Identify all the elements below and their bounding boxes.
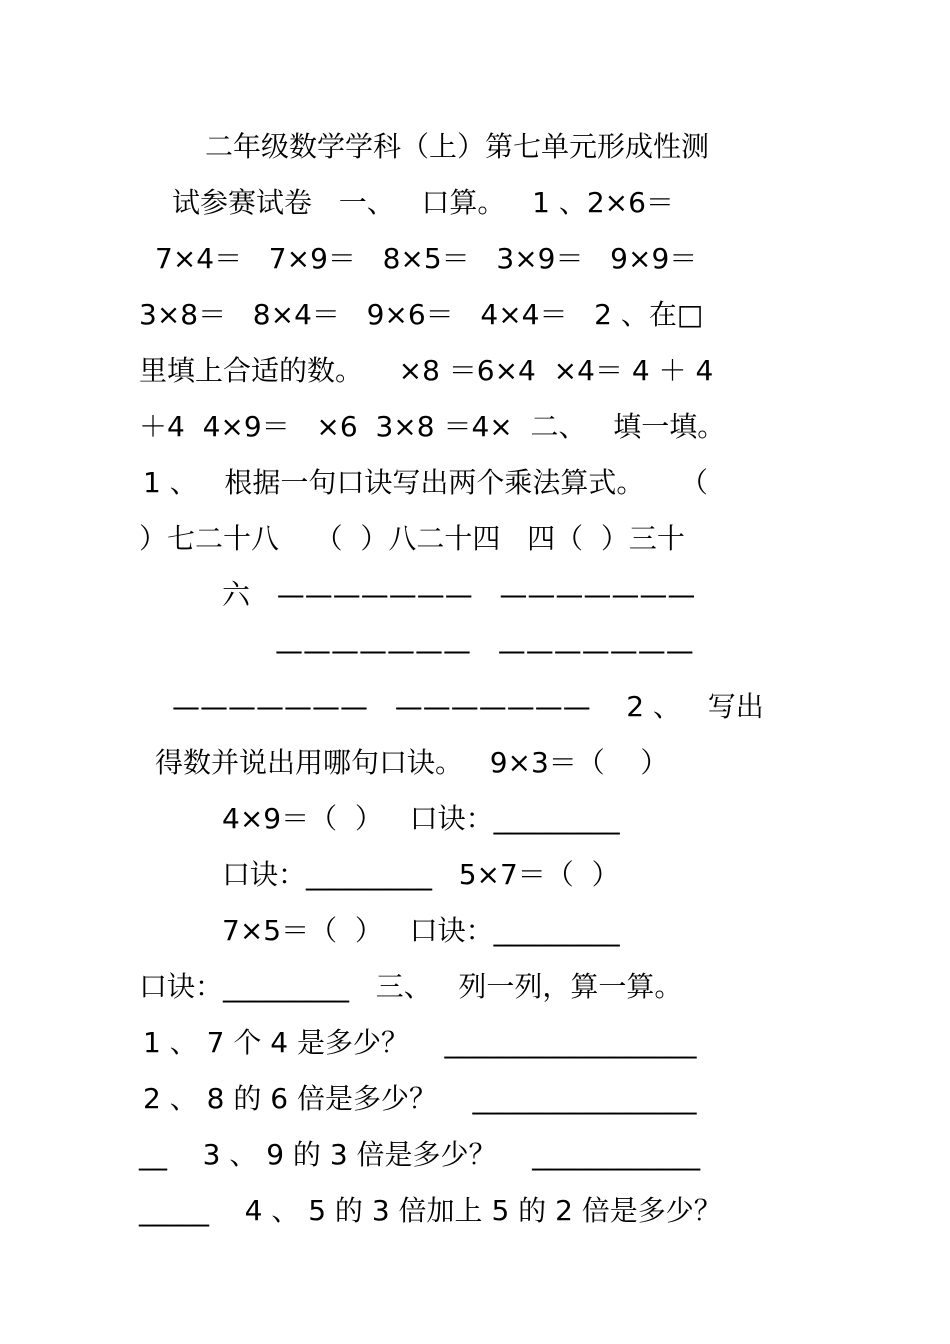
text-line-10: ——————— ——————— — [275, 634, 694, 667]
text-line-16: 口诀：_________ 三、 列一列，算一算。 — [139, 970, 683, 1003]
text-line-15: 7×5＝（ ） 口诀：_________ — [222, 914, 620, 947]
text-line-20: _____ 4 、 5 的 3 倍加上 5 的 2 倍是多少？ — [139, 1194, 722, 1227]
text-line-6: ＋4 4×9＝ ×6 3×8 ＝4× 二、 填一填。 — [139, 410, 726, 443]
text-line-18: 2 、 8 的 6 倍是多少？ ________________ — [143, 1082, 697, 1115]
text-line-11: ——————— ——————— 2 、 写出 — [172, 690, 764, 723]
text-line-4: 3×8＝ 8×4＝ 9×6＝ 4×4＝ 2 、在□ — [139, 298, 704, 331]
text-line-19: __ 3 、 9 的 3 倍是多少？ ____________ — [139, 1138, 701, 1171]
text-line-3: 7×4＝ 7×9＝ 8×5＝ 3×9＝ 9×9＝ — [155, 242, 698, 275]
text-line-8: ）七二十八 （ ）八二十四 四（ ）三十 — [139, 522, 685, 555]
text-line-5: 里填上合适的数。 ×8 ＝6×4 ×4＝ 4 ＋ 4 — [139, 354, 714, 387]
text-line-2: 试参赛试卷 一、 口算。 1 、2×6＝ — [172, 186, 674, 219]
text-line-1: 二年级数学学科（上）第七单元形成性测 — [205, 130, 710, 163]
text-line-13: 4×9＝（ ） 口诀：_________ — [222, 802, 620, 835]
text-line-7: 1 、 根据一句口诀写出两个乘法算式。 （ — [143, 466, 709, 499]
text-line-14: 口诀：_________ 5×7＝（ ） — [222, 858, 620, 891]
text-line-12: 得数并说出用哪句口诀。 9×3＝（ ） — [155, 746, 669, 779]
text-line-17: 1 、 7 个 4 是多少？ __________________ — [143, 1026, 697, 1059]
text-line-9: 六 ——————— ——————— — [222, 578, 696, 611]
